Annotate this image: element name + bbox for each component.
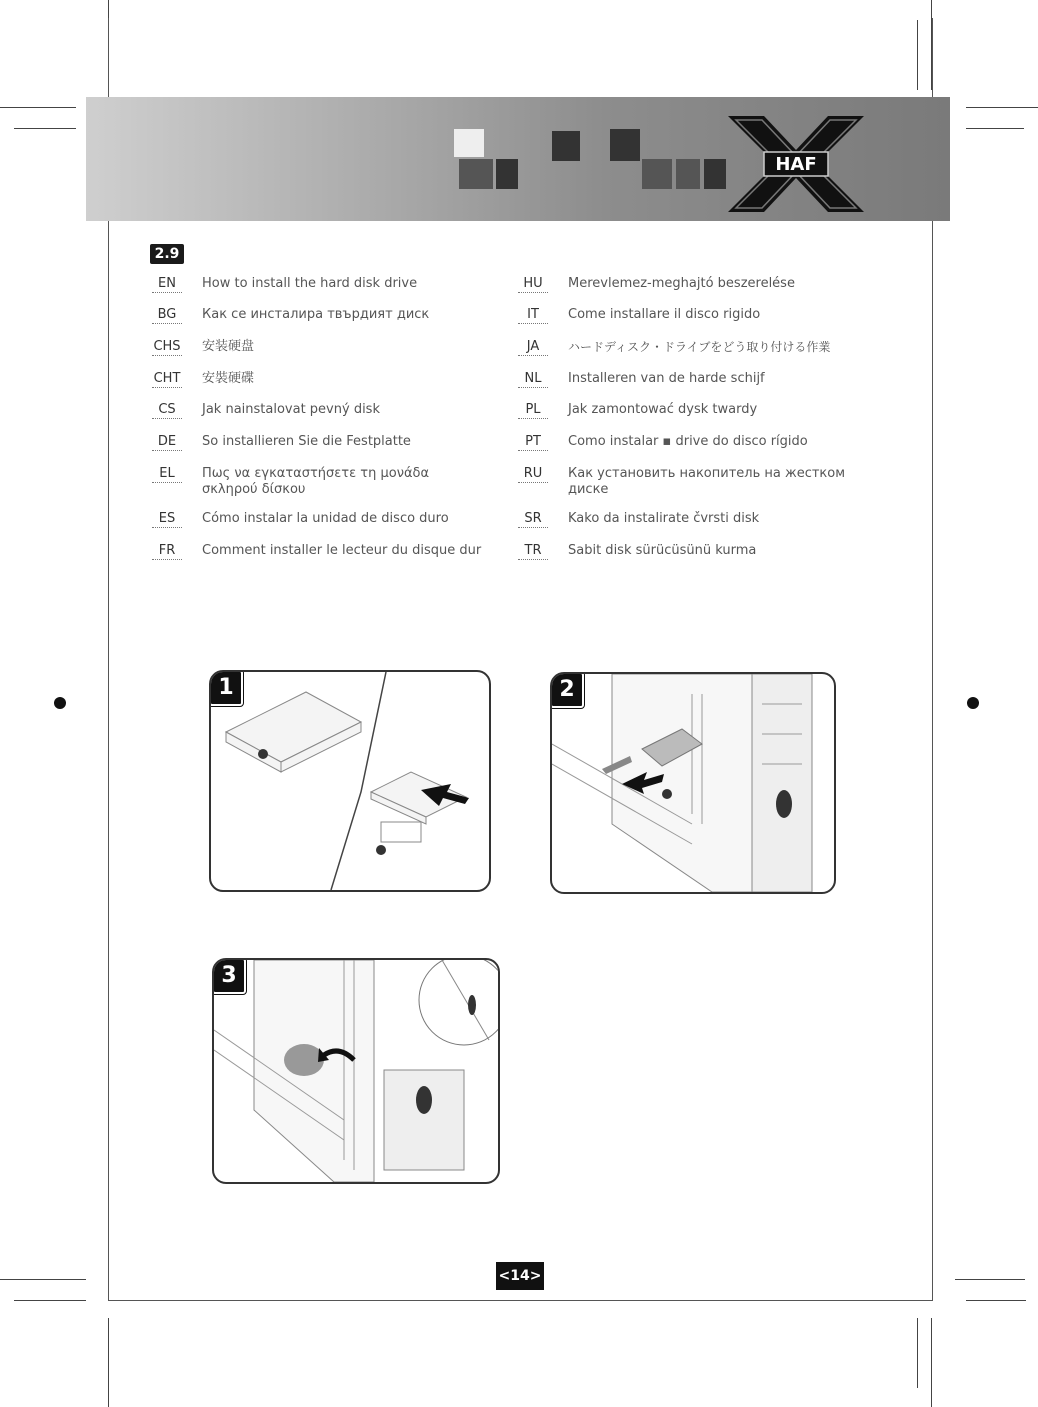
language-title: Πως να εγκαταστήσετε τη μονάδα σκληρού δίσκου [202,466,430,497]
step-2-illustration [550,672,836,894]
registration-mark [54,697,66,709]
language-title: Come installare il disco rigido [568,307,761,322]
crop-mark [14,128,76,129]
step-3-label: 3 [212,958,246,994]
language-title: Как установить накопитель на жестком диске [568,466,846,497]
language-title: 安裝硬碟 [202,371,255,386]
crop-mark [955,1279,1025,1280]
language-title: Installeren van de harde schijf [568,371,765,386]
crop-mark [966,128,1024,129]
language-title: Jak nainstalovat pevný disk [202,402,380,417]
language-code: IT [518,307,548,324]
language-title: 安装硬盘 [202,339,255,354]
language-title: Cómo instalar la unidad de disco duro [202,511,449,526]
language-code: CHS [153,339,181,354]
crop-mark [931,1318,932,1407]
crop-mark [108,0,109,18]
language-title: How to install the hard disk drive [202,276,418,291]
crop-mark [0,107,76,108]
language-title: Comment installer le lecteur du disque dur [202,543,482,558]
crop-mark [966,107,1038,108]
language-code: DE [152,434,182,451]
language-title: Sabit disk sürücüsünü kurma [568,543,757,558]
language-code: CHT [153,371,181,386]
language-title: Como instalar ▪ drive do disco rígido [568,434,808,449]
step-2-label: 2 [550,672,584,708]
crop-mark [0,1279,86,1280]
registration-mark [967,697,979,709]
language-code: JA [518,339,548,356]
crop-mark [966,1300,1026,1301]
language-code: EL [152,466,182,483]
language-code: EN [152,276,182,293]
crop-mark [917,1318,918,1388]
language-code: RU [518,466,548,483]
crop-mark [108,1318,109,1407]
language-code: PL [518,402,548,419]
language-title: ハードディスク・ドライブをどう取り付ける作業 [568,340,831,354]
language-code: BG [152,307,182,324]
language-title: Jak zamontować dysk twardy [568,402,758,417]
step-1-illustration [209,670,491,892]
language-code: ES [152,511,182,528]
language-code: PT [518,434,548,451]
section-number-badge: 2.9 [150,244,184,264]
language-title: Merevlemez-meghajtó beszerelése [568,276,795,291]
language-title: So installieren Sie die Festplatte [202,434,411,449]
haf-x-logo [716,112,876,216]
language-title: Kako da instalirate čvrsti disk [568,511,760,526]
language-code: NL [518,371,548,388]
crop-mark [14,1300,86,1301]
language-title: Как се инсталира твърдият диск [202,307,430,322]
logo-text: HAF [775,154,817,175]
language-code: HU [518,276,548,293]
language-code: FR [152,543,182,560]
step-1-label: 1 [209,670,243,706]
page-number: <14> [496,1262,544,1290]
language-code: SR [518,511,548,528]
step-3-illustration [212,958,500,1184]
language-code: TR [518,543,548,560]
language-code: CS [152,402,182,419]
